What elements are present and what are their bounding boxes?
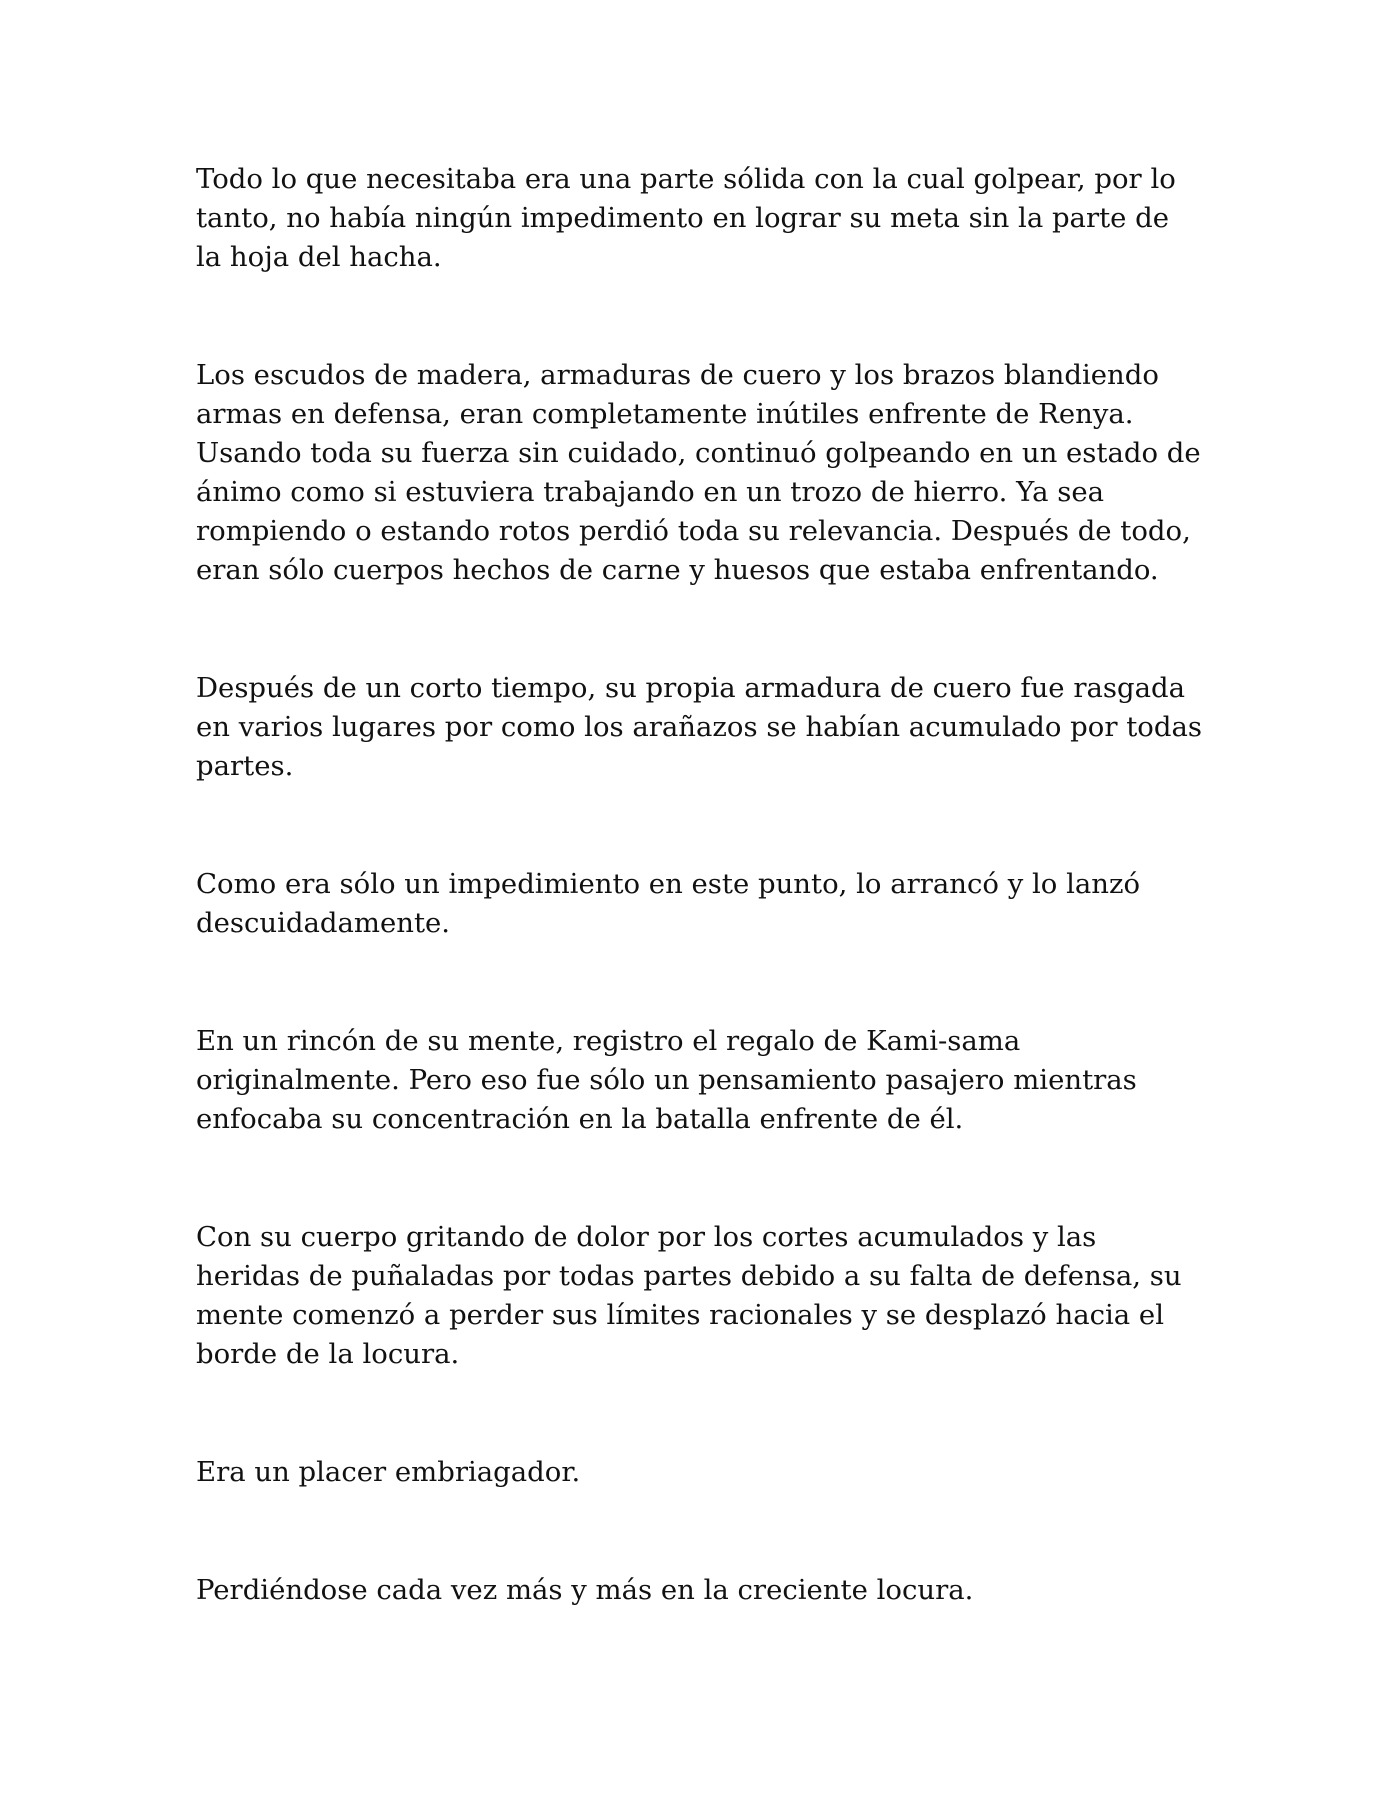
paragraph-6 <box>196 1218 1236 1374</box>
paragraph-line: Con su cuerpo gritando de dolor por los cortes acumulados y las <box>196 1221 1097 1253</box>
paragraph-line: borde de la locura. <box>196 1338 460 1370</box>
paragraph-5 <box>196 1022 1236 1139</box>
paragraph-line: armas en defensa, eran completamente inútiles enfrente de Renya. <box>196 398 1134 430</box>
paragraph-line: Todo lo que necesitaba era una parte sólida con la cual golpear, por lo <box>196 163 1176 195</box>
paragraph-line: En un rincón de su mente, registro el regalo de Kami-sama <box>196 1025 1021 1057</box>
paragraph-line: Era un placer embriagador. <box>196 1456 581 1488</box>
paragraph-line: ánimo como si estuviera trabajando en un trozo de hierro. Ya sea <box>196 476 1105 508</box>
paragraph-3 <box>196 669 1236 786</box>
paragraph-line: Perdiéndose cada vez más y más en la creciente locura. <box>196 1574 974 1606</box>
paragraph-line: en varios lugares por como los arañazos se habían acumulado por todas <box>196 711 1202 743</box>
paragraph-line: eran sólo cuerpos hechos de carne y huesos que estaba enfrentando. <box>196 554 1159 586</box>
paragraph-line: Los escudos de madera, armaduras de cuero y los brazos blandiendo <box>196 359 1159 391</box>
paragraph-8 <box>196 1571 1236 1610</box>
paragraph-line: rompiendo o estando rotos perdió toda su relevancia. Después de todo, <box>196 515 1191 547</box>
paragraph-line: Como era sólo un impedimiento en este punto, lo arrancó y lo lanzó <box>196 868 1141 900</box>
paragraph-line: la hoja del hacha. <box>196 241 442 273</box>
paragraph-line: Después de un corto tiempo, su propia armadura de cuero fue rasgada <box>196 672 1185 704</box>
paragraph-line: enfocaba su concentración en la batalla enfrente de él. <box>196 1103 964 1135</box>
paragraph-line: tanto, no había ningún impedimento en lograr su meta sin la parte de <box>196 202 1170 234</box>
paragraph-line: Usando toda su fuerza sin cuidado, continuó golpeando en un estado de <box>196 437 1201 469</box>
paragraph-line: partes. <box>196 750 294 782</box>
paragraph-line: descuidadamente. <box>196 907 451 939</box>
paragraph-4 <box>196 865 1236 943</box>
paragraph-1 <box>196 160 1236 277</box>
paragraph-2 <box>196 356 1236 590</box>
paragraph-line: originalmente. Pero eso fue sólo un pensamiento pasajero mientras <box>196 1064 1137 1096</box>
paragraph-7 <box>196 1453 1236 1492</box>
paragraph-line: heridas de puñaladas por todas partes debido a su falta de defensa, su <box>196 1260 1182 1292</box>
paragraph-line: mente comenzó a perder sus límites racionales y se desplazó hacia el <box>196 1299 1164 1331</box>
